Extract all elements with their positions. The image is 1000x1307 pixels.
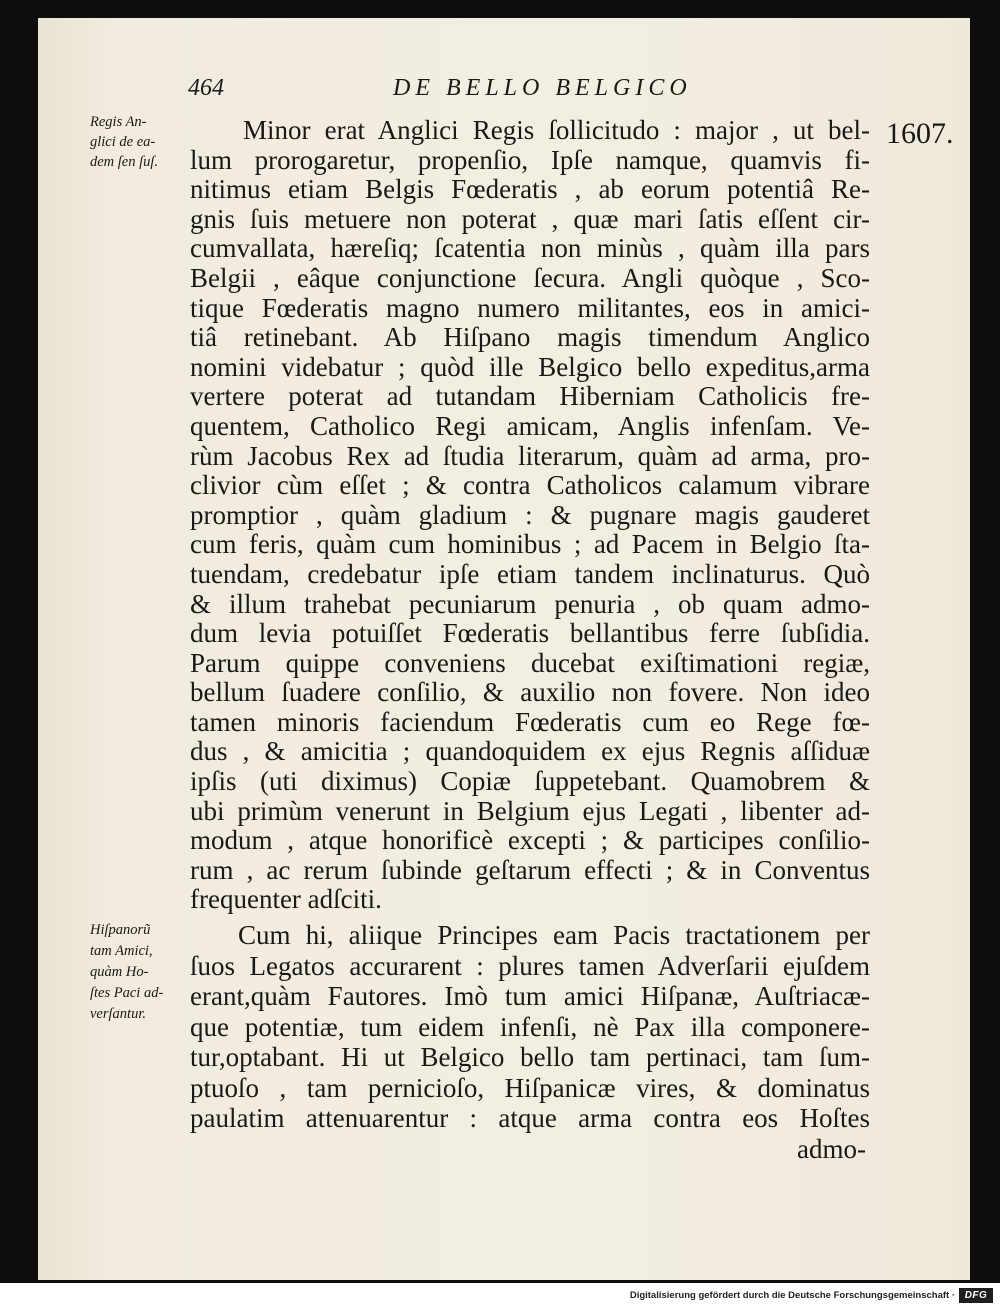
text-line: gnis ſuis metuere non poterat , quæ mari ſatis eſſent cir- — [190, 203, 870, 234]
text-line: Minor erat Anglici Regis ſollicitudo : major , ut bel- — [243, 115, 870, 145]
text-line: nitimus etiam Belgis Fœderatis , ab eorum potentiâ Re- — [190, 174, 870, 205]
margin-year: 1607. — [886, 117, 954, 150]
text-line: tuendam, credebatur ipſe etiam tandem inclinaturus. Quò — [190, 558, 870, 589]
running-title: DE BELLO BELGICO — [393, 75, 692, 101]
text-line: ubi primùm venerunt in Belgium ejus Legati , libenter ad- — [190, 795, 870, 826]
text-line: ptuoſo , tam pernicioſo, Hiſpanicæ vires, & dominatus — [190, 1072, 870, 1103]
text-line: paulatim attenuarentur : atque arma contra eos Hoſtes — [190, 1103, 870, 1133]
text-line: erant,quàm Fautores. Imò tum amici Hiſpanæ, Auſtriacæ- — [190, 981, 870, 1011]
text-line: Belgii , eâque conjunctione ſecura. Angli quòque , Sco- — [190, 262, 870, 293]
text-line: tamen minoris faciendum Fœderatis cum eo Rege fœ- — [190, 706, 870, 737]
text-line: lum prorogaretur, propenſio, Ipſe namque, quamvis fi- — [190, 144, 870, 175]
text-line: tiâ retinebant. Ab Hiſpano magis timendum Anglico — [190, 322, 870, 353]
margin-note-line: dem ſen ſuſ. — [90, 154, 159, 170]
text-line: clivior cùm eſſet ; & contra Catholicos calamum vibrare — [190, 470, 870, 501]
margin-note-line: tam Amici, — [90, 943, 153, 959]
text-line: vertere poterat ad tutandam Hiberniam Catholicis fre- — [190, 381, 870, 412]
text-line: Parum quippe conveniens ducebat exiſtimationi regiæ, — [190, 647, 870, 678]
text-line: tur,optabant. Hi ut Belgico bello tam pertinaci, tam ſum- — [190, 1042, 870, 1072]
margin-note-line: Regis An- — [90, 114, 147, 130]
margin-note — [90, 920, 186, 1025]
margin-note — [90, 112, 186, 172]
margin-note-line: quàm Ho- — [90, 964, 149, 980]
text-line: frequenter adſciti. — [190, 884, 382, 915]
text-line: rum , ac rerum ſubinde geſtarum effecti ; & in Conventus — [190, 854, 870, 885]
text-line: tique Fœderatis magno numero militantes, eos in amici- — [190, 292, 870, 323]
text-line: ſuos Legatos accurarent : plures tamen Adverſarii ejuſdem — [190, 950, 870, 981]
text-line: que potentiæ, tum eidem infenſi, nè Pax illa componere- — [190, 1011, 870, 1042]
text-line: quentem, Catholico Regi amicam, Anglis infenſam. Ve- — [190, 410, 870, 441]
book-page — [38, 18, 970, 1280]
text-line: cum feris, quàm cum hominibus ; ad Pacem in Belgio ſta- — [190, 529, 870, 560]
text-line: dus , & amicitia ; quandoquidem ex ejus Regnis aſſiduæ — [190, 736, 870, 767]
paragraph — [190, 920, 870, 1164]
text-line: & illum trahebat pecuniarum penuria , ob quam admo- — [190, 588, 870, 619]
margin-note-line: Hiſpanorũ — [90, 922, 151, 938]
margin-note-line: glici de ea- — [90, 134, 156, 150]
margin-note-line: verſantur. — [90, 1006, 146, 1022]
catchword: admo- — [797, 1133, 866, 1164]
text-line: modum , atque honorificè excepti ; & participes conſilio- — [190, 825, 870, 856]
text-line: dum levia potuiſſet Fœderatis bellantibus ferre ſubſidia. — [190, 618, 870, 649]
margin-note-line: ſtes Paci ad- — [90, 985, 164, 1001]
text-line: Cum hi, aliique Principes eam Pacis tractationem per — [238, 920, 870, 950]
page-number: 464 — [188, 75, 224, 101]
text-line: ipſis (uti diximus) Copiæ ſuppetebant. Quamobrem & — [190, 766, 870, 797]
text-line: rùm Jacobus Rex ad ſtudia literarum, quàm ad arma, pro- — [190, 440, 870, 471]
text-line: cumvallata, hæreſiq; ſcatentia non minùs , quàm illa pars — [190, 233, 870, 264]
dfg-logo-icon: DFG — [959, 1288, 993, 1303]
text-line: bellum ſuadere conſilio, & auxilio non fovere. Non ideo — [190, 677, 870, 708]
digitization-credit: Digitalisierung gefördert durch die Deutsche Forschungsgemeinschaft · — [629, 1290, 955, 1301]
text-line: promptior , quàm gladium : & pugnare magis gauderet — [190, 499, 870, 530]
paragraph — [190, 116, 870, 915]
text-line: nomini videbatur ; quòd ille Belgico bello expeditus,arma — [190, 351, 870, 382]
